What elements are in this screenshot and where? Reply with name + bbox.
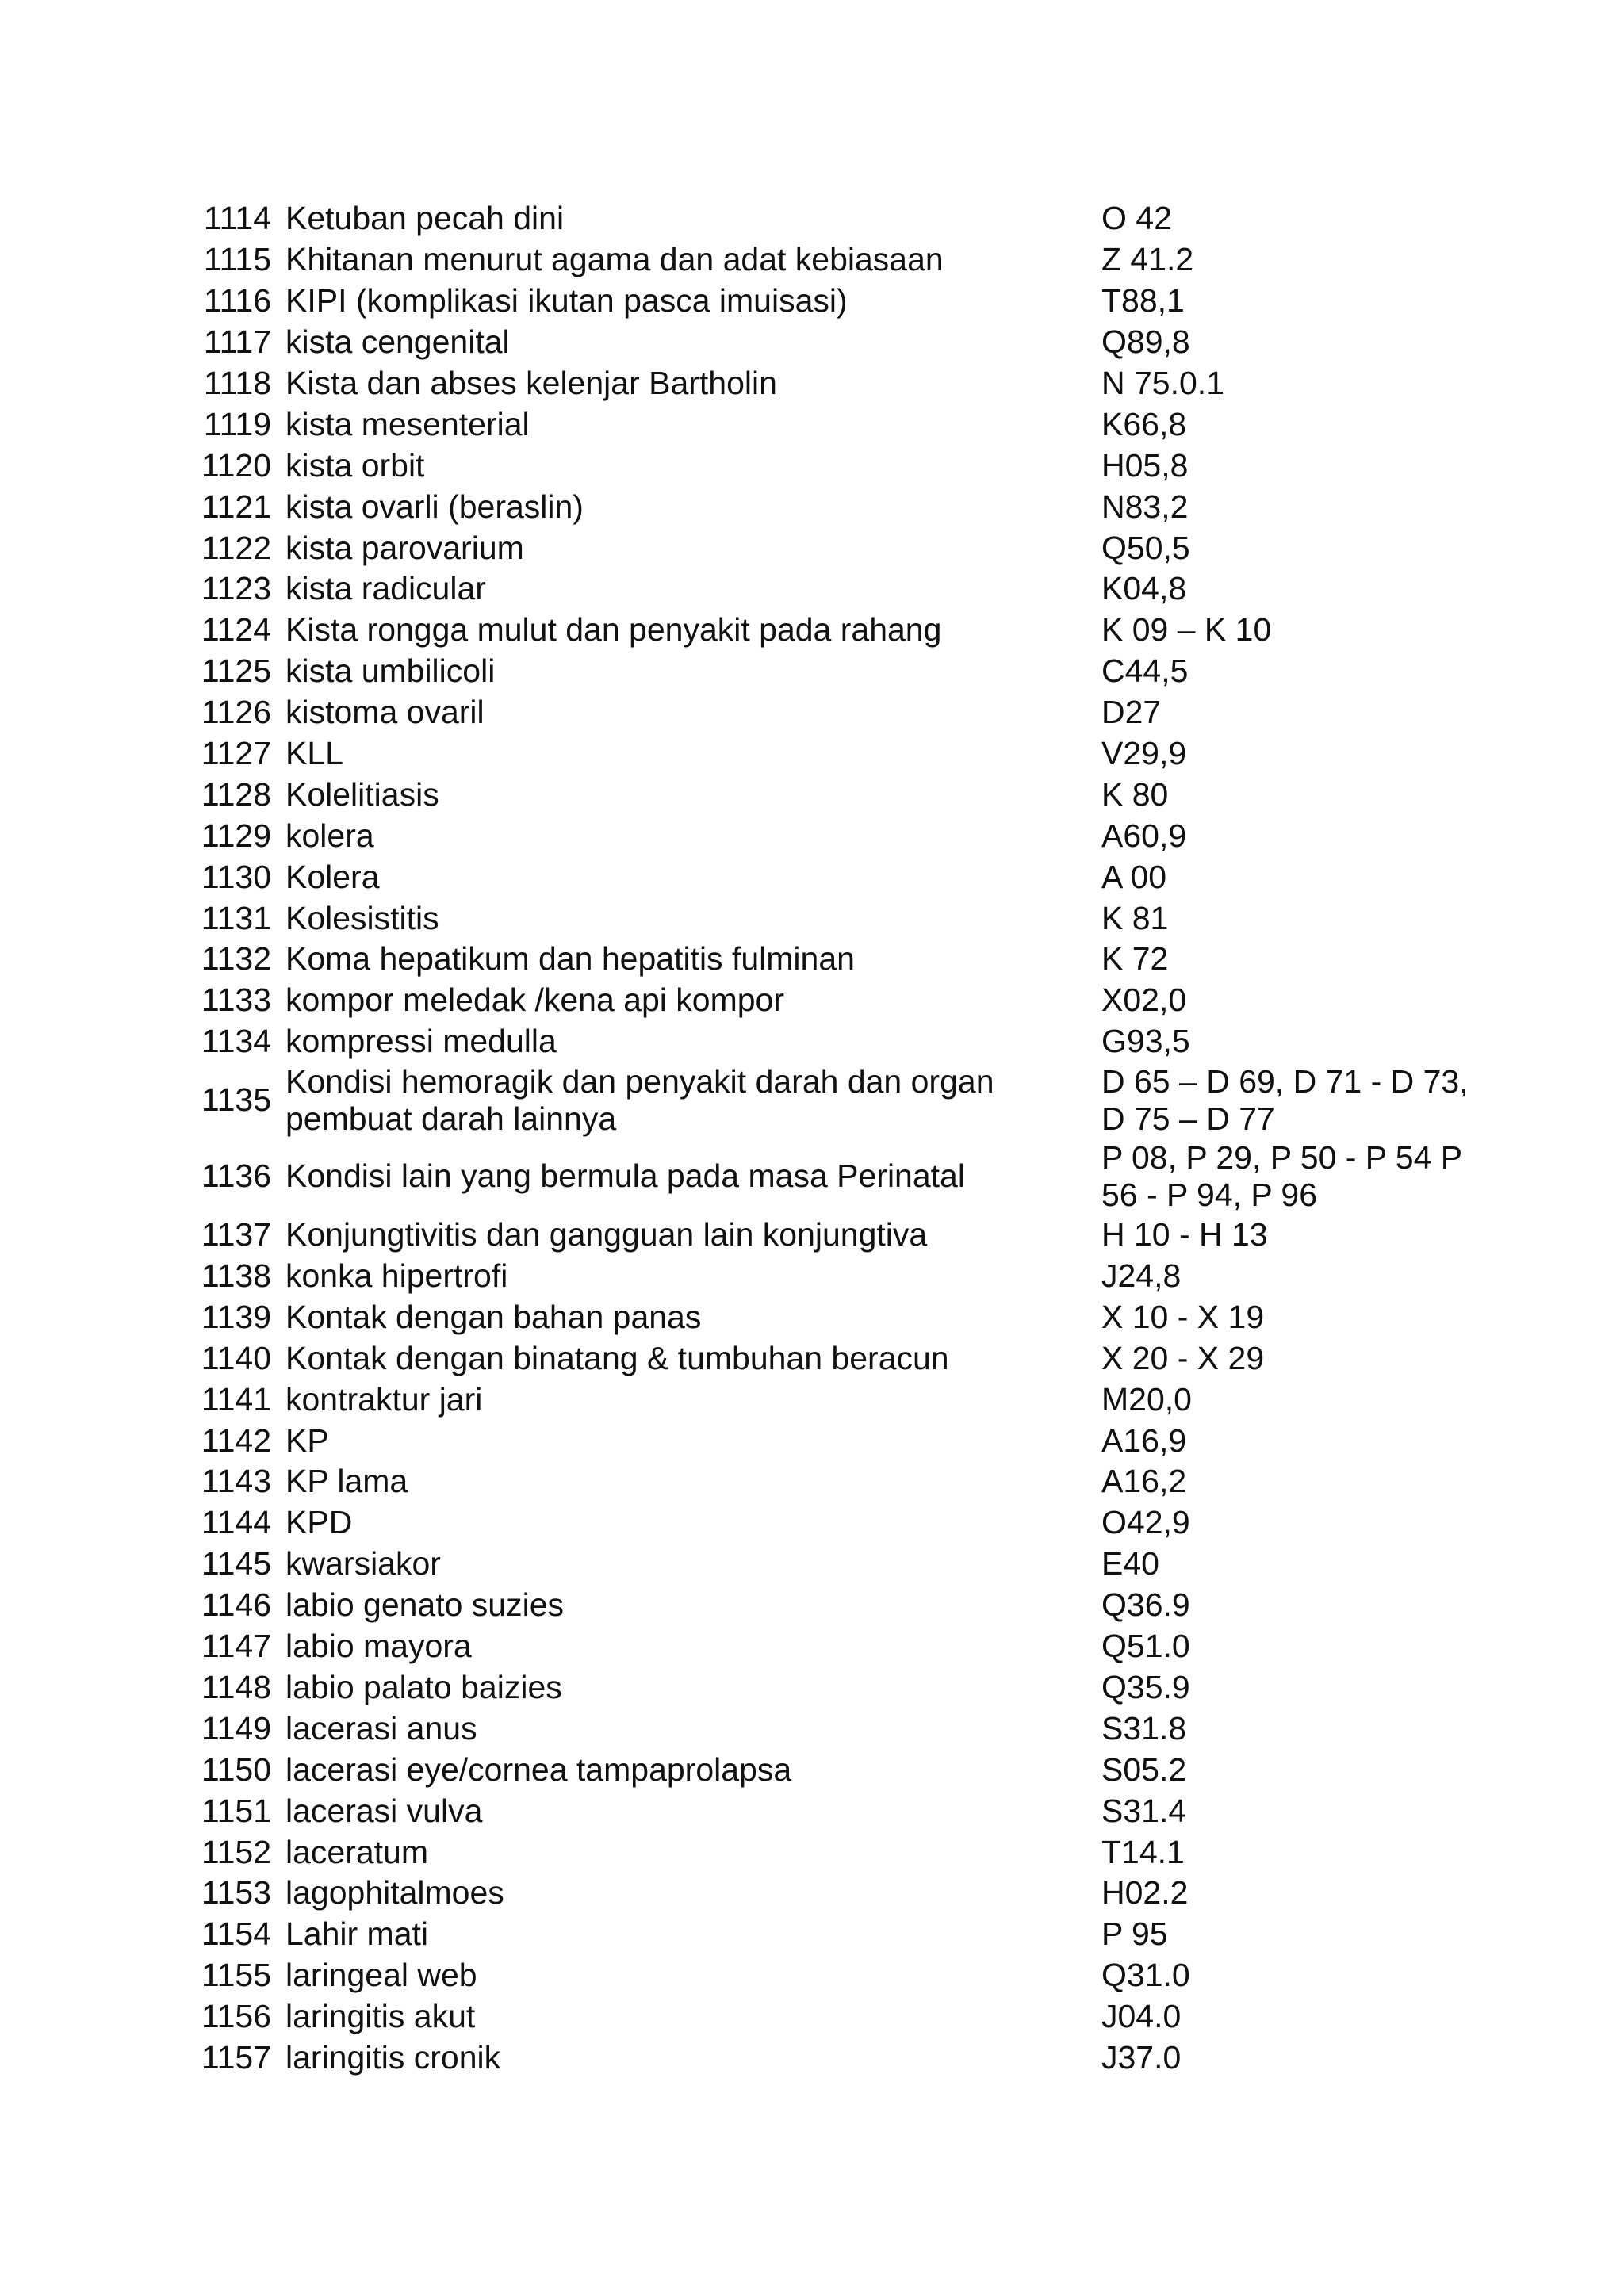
row-number: 1146: [201, 1586, 271, 1624]
table-row: [190, 1215, 1491, 1256]
row-number: 1122: [201, 529, 271, 566]
row-number: 1136: [201, 1158, 271, 1195]
icd-code: T88,1: [1101, 282, 1185, 320]
diagnosis-name: konka hipertrofi: [285, 1257, 508, 1295]
table-row: [190, 1708, 1491, 1749]
table-row: [190, 2038, 1491, 2079]
row-number: 1149: [201, 1709, 271, 1747]
table-row: [190, 1831, 1491, 1873]
diagnosis-name: Kolelitiasis: [285, 775, 439, 813]
icd-code: A60,9: [1101, 817, 1187, 854]
table-row: [190, 980, 1491, 1021]
icd-code: X02,0: [1101, 982, 1187, 1019]
icd-code: H05,8: [1101, 446, 1189, 484]
table-row: [190, 692, 1491, 733]
icd-code: S31.8: [1101, 1709, 1187, 1747]
row-number: 1121: [201, 488, 271, 525]
table-row: [190, 939, 1491, 980]
diagnosis-name: Kontak dengan binatang & tumbuhan beracun: [285, 1339, 949, 1376]
diagnosis-name: Lahir mati: [285, 1915, 429, 1953]
diagnosis-name: labio mayora: [285, 1628, 472, 1665]
table-row: [190, 610, 1491, 651]
diagnosis-name: kista radicular: [285, 570, 486, 607]
diagnosis-name: laringitis akut: [285, 1998, 476, 2035]
row-number: 1148: [201, 1668, 271, 1705]
table-row: [190, 445, 1491, 486]
diagnosis-name: laringeal web: [285, 1957, 477, 1994]
table-row: [190, 1021, 1491, 1062]
row-number: 1152: [201, 1833, 271, 1870]
icd-code: V29,9: [1101, 735, 1187, 772]
row-number: 1155: [201, 1957, 271, 1994]
diagnosis-name: kistoma ovaril: [285, 694, 485, 731]
row-number: 1137: [201, 1216, 271, 1253]
table-row: [190, 404, 1491, 445]
icd-code: G93,5: [1101, 1023, 1190, 1060]
table-row: [190, 815, 1491, 856]
diagnosis-name: kompor meledak /kena api kompor: [285, 982, 784, 1019]
icd-code: Q31.0: [1101, 1957, 1190, 1994]
table-row: [190, 239, 1491, 281]
row-number: 1133: [201, 982, 271, 1019]
row-number: 1143: [201, 1463, 271, 1500]
icd-code: M20,0: [1101, 1380, 1192, 1418]
diagnosis-name: kolera: [285, 817, 374, 854]
icd-code: S05.2: [1101, 1751, 1187, 1788]
icd-code: K 72: [1101, 940, 1169, 978]
diagnosis-name: KP lama: [285, 1463, 408, 1500]
table-row: [190, 568, 1491, 610]
row-number: 1153: [201, 1874, 271, 1911]
table-row: [190, 1585, 1491, 1626]
diagnosis-name: kista parovarium: [285, 529, 524, 566]
table-row: [190, 1062, 1491, 1138]
diagnosis-name: kista ovarli (beraslin): [285, 488, 584, 525]
icd-code: N83,2: [1101, 488, 1189, 525]
table-row: [190, 1138, 1491, 1215]
row-number: 1147: [201, 1628, 271, 1665]
row-number: 1141: [201, 1380, 271, 1418]
icd-code: D27: [1101, 694, 1162, 731]
diagnosis-code-table: [190, 198, 1491, 2078]
diagnosis-name: kista cengenital: [285, 323, 510, 361]
row-number: 1144: [201, 1504, 271, 1541]
table-row: [190, 198, 1491, 239]
diagnosis-name: KLL: [285, 735, 343, 772]
diagnosis-name: Konjungtivitis dan gangguan lain konjungtiva: [285, 1216, 928, 1253]
diagnosis-name: kista orbit: [285, 446, 425, 484]
diagnosis-name: kista mesenterial: [285, 405, 530, 442]
table-row: [190, 856, 1491, 897]
icd-code: O 42: [1101, 200, 1172, 237]
row-number: 1156: [201, 1998, 271, 2035]
row-number: 1134: [201, 1023, 271, 1060]
table-row: [190, 1790, 1491, 1831]
table-row: [190, 1996, 1491, 2038]
table-row: [190, 651, 1491, 692]
row-number: 1154: [201, 1915, 271, 1953]
table-row: [190, 322, 1491, 363]
diagnosis-name: Ketuban pecah dini: [285, 200, 565, 237]
icd-code: J24,8: [1101, 1257, 1182, 1295]
row-number: 1124: [201, 611, 271, 649]
row-number: 1139: [201, 1298, 271, 1335]
row-number: 1135: [201, 1081, 271, 1119]
icd-code: K 09 – K 10: [1101, 611, 1272, 649]
row-number: 1138: [201, 1257, 271, 1295]
diagnosis-name: kista umbilicoli: [285, 652, 496, 690]
row-number: 1120: [201, 446, 271, 484]
diagnosis-name: Kolera: [285, 858, 380, 895]
row-number: 1132: [201, 940, 271, 978]
diagnosis-name: kompressi medulla: [285, 1023, 557, 1060]
row-number: 1129: [201, 817, 271, 854]
row-number: 1145: [201, 1545, 271, 1582]
table-row: [190, 1379, 1491, 1420]
icd-code: Q50,5: [1101, 529, 1190, 566]
diagnosis-name: Kondisi hemoragik dan penyakit darah dan organ pembuat darah lainnya: [285, 1062, 994, 1137]
row-number: 1130: [201, 858, 271, 895]
diagnosis-name: lacerasi anus: [285, 1709, 477, 1747]
table-row: [190, 1667, 1491, 1709]
table-row: [190, 281, 1491, 322]
diagnosis-name: Khitanan menurut agama dan adat kebiasaan: [285, 241, 944, 278]
diagnosis-name: kontraktur jari: [285, 1380, 483, 1418]
row-number: 1127: [201, 735, 271, 772]
icd-code: Q36.9: [1101, 1586, 1190, 1624]
table-row: [190, 1873, 1491, 1914]
diagnosis-name: labio genato suzies: [285, 1586, 565, 1624]
row-number: 1131: [201, 899, 271, 936]
icd-code: K 81: [1101, 899, 1169, 936]
table-row: [190, 1420, 1491, 1461]
icd-code: A16,9: [1101, 1422, 1187, 1459]
row-number: 1128: [201, 775, 271, 813]
table-row: [190, 486, 1491, 527]
row-number: 1123: [201, 570, 271, 607]
diagnosis-name: Kista rongga mulut dan penyakit pada rahang: [285, 611, 942, 649]
icd-code: S31.4: [1101, 1792, 1187, 1829]
icd-code: T14.1: [1101, 1833, 1185, 1870]
table-row: [190, 733, 1491, 775]
diagnosis-name: Kondisi lain yang bermula pada masa Perinatal: [285, 1158, 965, 1195]
icd-code: P 08, P 29, P 50 - P 54 P 56 - P 94, P 96: [1101, 1138, 1463, 1213]
table-row: [190, 1544, 1491, 1585]
table-row: [190, 527, 1491, 568]
diagnosis-name: labio palato baizies: [285, 1668, 562, 1705]
diagnosis-name: KPD: [285, 1504, 353, 1541]
diagnosis-name: laceratum: [285, 1833, 429, 1870]
table-row: [190, 1502, 1491, 1544]
icd-code: Z 41.2: [1101, 241, 1194, 278]
table-row: [190, 774, 1491, 815]
icd-code: Q89,8: [1101, 323, 1190, 361]
row-number: 1151: [201, 1792, 271, 1829]
diagnosis-name: Kontak dengan bahan panas: [285, 1298, 702, 1335]
row-number: 1157: [201, 2038, 271, 2076]
icd-code: K66,8: [1101, 405, 1187, 442]
icd-code: P 95: [1101, 1915, 1168, 1953]
diagnosis-name: KIPI (komplikasi ikutan pasca imuisasi): [285, 282, 848, 320]
icd-code: J04.0: [1101, 1998, 1182, 2035]
icd-code: Q35.9: [1101, 1668, 1190, 1705]
diagnosis-name: Koma hepatikum dan hepatitis fulminan: [285, 940, 855, 978]
icd-code: J37.0: [1101, 2038, 1182, 2076]
icd-code: C44,5: [1101, 652, 1189, 690]
diagnosis-name: lagophitalmoes: [285, 1874, 504, 1911]
table-row: [190, 897, 1491, 939]
row-number: 1115: [203, 241, 271, 278]
icd-code: Q51.0: [1101, 1628, 1190, 1665]
icd-code: H02.2: [1101, 1874, 1189, 1911]
icd-code: K 80: [1101, 775, 1169, 813]
icd-code: O42,9: [1101, 1504, 1190, 1541]
icd-code: N 75.0.1: [1101, 365, 1224, 401]
row-number: 1117: [203, 323, 271, 361]
row-number: 1118: [203, 365, 271, 401]
table-row: [190, 1749, 1491, 1790]
row-number: 1114: [203, 200, 271, 237]
icd-code: E40: [1101, 1545, 1159, 1582]
diagnosis-name: Kista dan abses kelenjar Bartholin: [285, 365, 777, 401]
diagnosis-name: lacerasi eye/cornea tampaprolapsa: [285, 1751, 792, 1788]
table-row: [190, 1256, 1491, 1297]
row-number: 1119: [203, 405, 271, 442]
table-row: [190, 1914, 1491, 1955]
row-number: 1125: [201, 652, 271, 690]
diagnosis-name: kwarsiakor: [285, 1545, 441, 1582]
diagnosis-name: laringitis cronik: [285, 2038, 501, 2076]
icd-code: H 10 - H 13: [1101, 1216, 1268, 1253]
icd-code: A 00: [1101, 858, 1167, 895]
icd-code: X 20 - X 29: [1101, 1339, 1265, 1376]
icd-code: A16,2: [1101, 1463, 1187, 1500]
diagnosis-name: KP: [285, 1422, 329, 1459]
icd-code: X 10 - X 19: [1101, 1298, 1265, 1335]
table-row: [190, 1626, 1491, 1667]
row-number: 1140: [201, 1339, 271, 1376]
row-number: 1150: [201, 1751, 271, 1788]
diagnosis-name: Kolesistitis: [285, 899, 439, 936]
table-row: [190, 1337, 1491, 1379]
table-row: [190, 1955, 1491, 1996]
diagnosis-name: lacerasi vulva: [285, 1792, 483, 1829]
row-number: 1142: [201, 1422, 271, 1459]
icd-code: D 65 – D 69, D 71 - D 73, D 75 – D 77: [1101, 1062, 1469, 1137]
icd-code: K04,8: [1101, 570, 1187, 607]
row-number: 1126: [201, 694, 271, 731]
table-row: [190, 1296, 1491, 1337]
row-number: 1116: [203, 282, 271, 320]
table-row: [190, 363, 1491, 404]
table-row: [190, 1461, 1491, 1502]
